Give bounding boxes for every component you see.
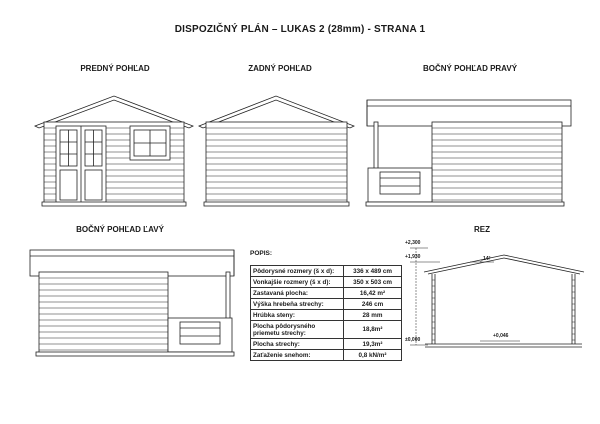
- spec-value: 246 cm: [344, 299, 402, 310]
- spec-key: Hrúbka steny:: [251, 310, 344, 321]
- section-dim-top: +2,300: [405, 240, 421, 246]
- back-elevation: [199, 96, 354, 206]
- section-dim-eave: +1,930: [405, 254, 421, 260]
- spec-row: [251, 350, 402, 361]
- spec-value: 28 mm: [344, 310, 402, 321]
- spec-value: 336 x 489 cm: [344, 266, 402, 277]
- spec-row: [251, 288, 402, 299]
- section-view-label: REZ: [474, 225, 490, 234]
- side-left-elevation: [30, 250, 234, 356]
- spec-value: 350 x 503 cm: [344, 277, 402, 288]
- spec-key: Vonkajšie rozmery (š x d):: [251, 277, 344, 288]
- front-elevation: [35, 96, 193, 206]
- spec-key: Zastavaná plocha:: [251, 288, 344, 299]
- spec-row: [251, 321, 402, 339]
- spec-value: 18,8m²: [344, 321, 402, 339]
- spec-row: [251, 266, 402, 277]
- spec-value: 19,3m²: [344, 339, 402, 350]
- section-dim-floor: ±0,000: [405, 337, 421, 343]
- spec-row: [251, 299, 402, 310]
- spec-value: 0,8 kN/m²: [344, 350, 402, 361]
- side-right-view-label: BOČNÝ POHĽAD PRAVÝ: [422, 64, 518, 73]
- side-right-elevation: [366, 100, 571, 206]
- section-dim-angle: 14°: [483, 256, 491, 262]
- plan-title: DISPOZIČNÝ PLÁN – LUKAS 2 (28mm) - STRANA 1: [174, 24, 426, 35]
- spec-key: Plocha pôdorysného priemetu strechy:: [251, 321, 344, 339]
- spec-key: Pôdorysné rozmery (š x d):: [251, 266, 344, 277]
- spec-value: 16,42 m²: [344, 288, 402, 299]
- specs-table: [250, 265, 402, 361]
- spec-key: Plocha strechy:: [251, 339, 344, 350]
- spec-row: [251, 310, 402, 321]
- side-left-view-label: BOČNÝ POHĽAD ĽAVÝ: [76, 225, 164, 234]
- popis-label: POPIS:: [250, 250, 273, 257]
- section-dim-inner: +0,046: [493, 333, 509, 339]
- spec-row: [251, 277, 402, 288]
- front-view-label: PREDNÝ POHĽAD: [80, 64, 150, 73]
- spec-key: Výška hrebeňa strechy:: [251, 299, 344, 310]
- back-view-label: ZADNÝ POHĽAD: [248, 64, 312, 73]
- spec-row: [251, 339, 402, 350]
- spec-key: Zaťaženie snehom:: [251, 350, 344, 361]
